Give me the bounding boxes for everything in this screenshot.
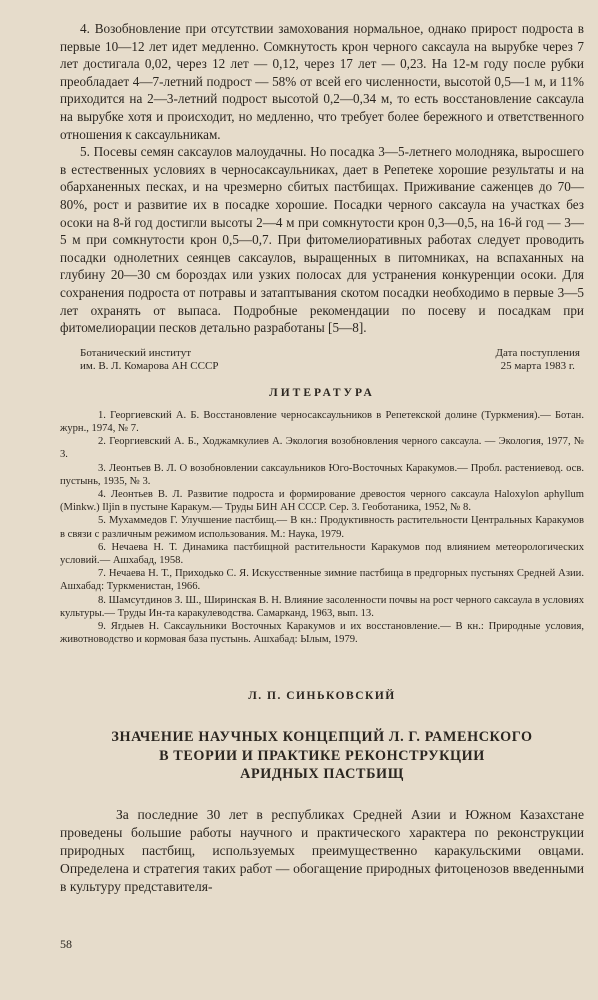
reference-list xyxy=(60,409,584,647)
article-title-line: АРИДНЫХ ПАСТБИЩ xyxy=(240,766,404,783)
body-paragraph-5: 5. Посевы семян саксаулов малоудачны. Но посадка 3—5-летнего молодняка, выросшего в естественных условиях в черносаксаульниках, дает в Репетеке хорошие результаты и на обарханенных песках, и на чрезмерно сбитых пастбищах. Приживание саженцев до 70—80%, рост и развитие их в посадке хорошие. Посадки черного саксаула на участках без осоки на 8-й год достигли высоты 2—4 м при сомкнутости крон 0,3—0,5, на 16-й год — 3—5 м при сомкнутости крон 0,5—0,7. При фитомелиоративных работах следует проводить посадки однолетних сеянцев саксаулов, выращенных в питомниках, на вспаханных на глубину 20—30 см бороздах или узких полосах для устранения конкуренции осоки. Для сохранения подроста от потравы и затаптывания скотом посадки необходимо в первые 3—5 лет охранять от выпаса. Подробные рекомендации по посеву и посадкам при фитомелиорации песков детально разработаны [5—8]. xyxy=(60,144,584,336)
reference-item: 3. Леонтьев В. Л. О возобновлении саксаульников Юго-Восточных Каракумов.— Пробл. растениевод. осв. пустынь, 1935, № 3. xyxy=(60,462,584,487)
article-intro-paragraph: За последние 30 лет в республиках Средней Азии и Южном Казахстане проведены большие работы научного и практического характера по реконструкции природных пастбищ, используемых преимущественно каракульскими овцами. Определена и стратегия таких работ — обогащение природных фитоценозов введенными в культуру представителя- xyxy=(60,806,584,894)
received-date: 25 марта 1983 г. xyxy=(500,359,575,372)
reference-item: 1. Георгиевский А. Б. Восстановление черносаксаульников в Репетекской долине (Туркмения).— Ботан. журн., 1974, № 7. xyxy=(60,409,584,434)
received-label: Дата поступления xyxy=(495,346,580,359)
signature-block xyxy=(60,347,584,373)
article-author: Л. П. СИНЬКОВСКИЙ xyxy=(248,690,396,703)
received-date-block xyxy=(496,347,584,373)
page-number: 58 xyxy=(60,937,72,951)
article-title-line: В ТЕОРИИ И ПРАКТИКЕ РЕКОНСТРУКЦИИ xyxy=(159,747,485,764)
reference-item: 6. Нечаева Н. Т. Динамика пастбищной растительности Каракумов под влиянием метеорологических условий.— Ашхабад, 1958. xyxy=(60,541,584,566)
reference-item: 4. Леонтьев В. Л. Развитие подроста и формирование древостоя черного саксаула Haloxylon aphyllum (Minkw.) Iljin в пустыне Каракум.— Труды БИН АН СССР. Сер. 3. Геоботаника, 1952, № 8. xyxy=(60,488,584,514)
body-paragraph-4: 4. Возобновление при отсутствии замохования нормальное, однако прирост подроста в первые 10—12 лет идет медленно. Сомкнутость крон черного саксаула на вырубке через 7 лет достигала 0,02, через 12 лет — 0,12, через 17 лет — 0,23. На 12-м году после рубки преобладает 4—7-летний подрост — 58% от всей его численности, высотой 0,5—1 м, и 11% приходится на 2—3-летний подрост высотой 0,2—0,34 м, то есть восстановление саксаула на вырубке хотя и происходит, но медленно, что требует более бережного и ответственного отношения к саксаульникам. xyxy=(60,21,584,142)
institute-name: Ботанический институт xyxy=(80,346,192,359)
reference-item: 8. Шамсутдинов З. Ш., Ширинская В. Н. Влияние засоленности почвы на рост черного саксаула в условиях культуры.— Труды Ин-та каракулеводства. Самарканд, 1963, вып. 13. xyxy=(60,594,584,619)
article-title-line: ЗНАЧЕНИЕ НАУЧНЫХ КОНЦЕПЦИЙ Л. Г. РАМЕНСКОГО xyxy=(111,729,533,746)
article-title xyxy=(70,728,574,784)
reference-item: 7. Нечаева Н. Т., Приходько С. Я. Искусственные зимние пастбища в предгорных пустынях Средней Азии. Ашхабад: Туркменистан, 1966. xyxy=(60,568,584,593)
institute-name-line2: им. В. Л. Комарова АН СССР xyxy=(80,359,219,372)
institute-affiliation xyxy=(60,347,218,373)
reference-item: 9. Ягдыев Н. Саксаульники Восточных Каракумов и их восстановление.— В кн.: Природные условия, животноводство и кормовая база пустынь. Ашхабад: Ылым, 1979. xyxy=(60,620,584,646)
literature-heading: ЛИТЕРАТУРА xyxy=(269,386,375,399)
reference-item: 5. Мухаммедов Г. Улучшение пастбищ.— В кн.: Продуктивность растительности Центральных Каракумов в связи с различным режимом использования. М.: Наука, 1979. xyxy=(60,515,584,540)
reference-item: 2. Георгиевский А. Б., Ходжамкулиев А. Экология возобновления черного саксаула. — Экология, 1977, № 3. xyxy=(60,436,584,461)
